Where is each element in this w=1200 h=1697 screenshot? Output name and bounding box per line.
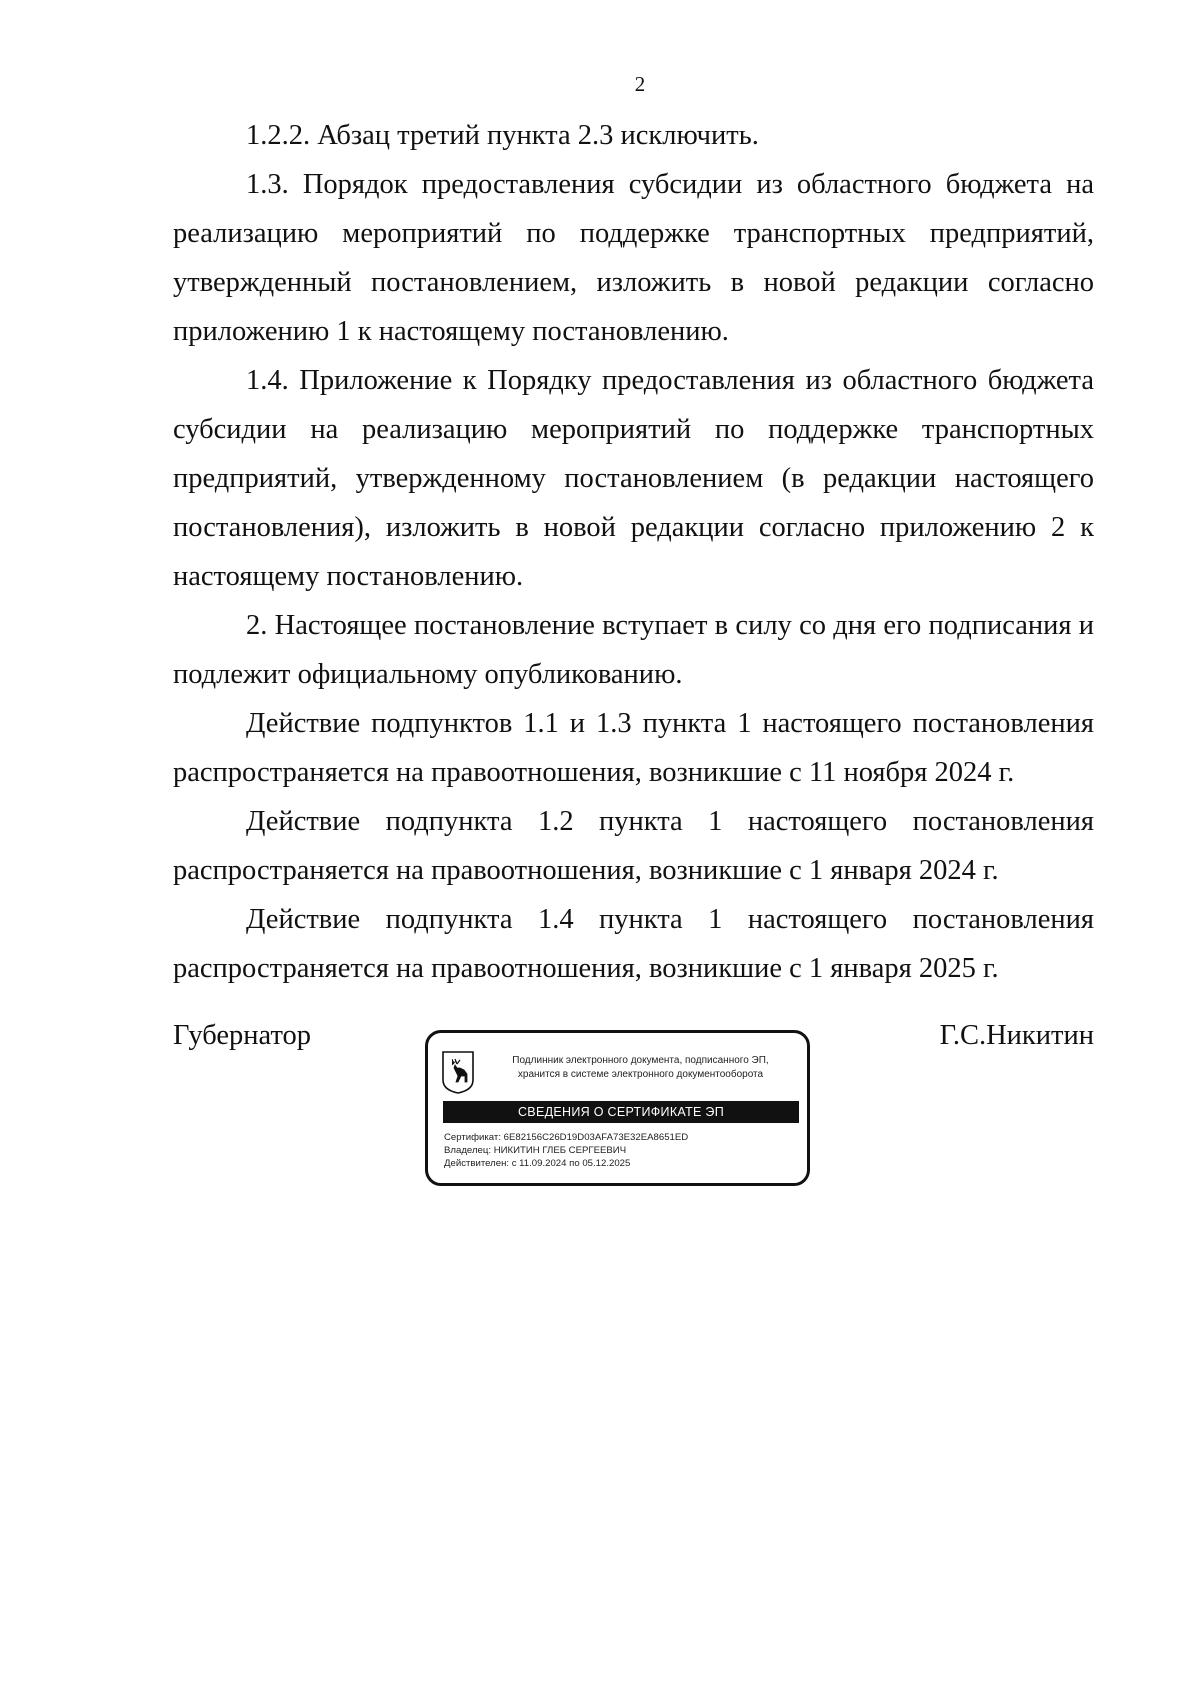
certificate-owner: Владелец: НИКИТИН ГЛЕБ СЕРГЕЕВИЧ — [444, 1145, 627, 1156]
certificate-serial: Сертификат: 6E82156C26D19D03AFA73E32EA8651ED — [444, 1132, 689, 1143]
deer-emblem-icon — [441, 1050, 475, 1094]
stamp-header-line: хранится в системе электронного документооборота — [517, 1069, 764, 1080]
signatory-position: Губернатор — [173, 1020, 312, 1051]
certificate-info-title: СВЕДЕНИЯ О СЕРТИФИКАТЕ ЭП — [443, 1101, 799, 1123]
stamp-header — [488, 1054, 793, 1082]
electronic-signature-stamp — [425, 1030, 810, 1186]
paragraph: 1.4. Приложение к Порядку предоставления из областного бюджета субсидии на реализацию мероприятий по поддержке транспортных предприятий, утвержденному постановлением (в редакции настоящего постановления), изложить в новой редакции согласно приложению 2 к настоящему постановлению. — [173, 365, 1094, 592]
paragraph: Действие подпункта 1.4 пункта 1 настоящего постановления распространяется на правоотношения, возникшие с 1 января 2025 г. — [173, 904, 1094, 984]
paragraph: Действие подпунктов 1.1 и 1.3 пункта 1 настоящего постановления распространяется на правоотношения, возникшие с 11 ноября 2024 г. — [173, 708, 1094, 788]
stamp-header-line: Подлинник электронного документа, подписанного ЭП, — [512, 1055, 769, 1066]
signatory-name: Г.С.Никитин — [939, 1020, 1094, 1051]
page-number: 2 — [634, 72, 646, 96]
certificate-details — [444, 1131, 688, 1170]
document-body — [173, 111, 1094, 993]
paragraph: 1.2.2. Абзац третий пункта 2.3 исключить. — [246, 120, 759, 151]
paragraph: Действие подпункта 1.2 пункта 1 настоящего постановления распространяется на правоотношения, возникшие с 1 января 2024 г. — [173, 806, 1094, 886]
certificate-validity: Действителен: с 11.09.2024 по 05.12.2025 — [444, 1158, 631, 1169]
paragraph: 1.3. Порядок предоставления субсидии из областного бюджета на реализацию мероприятий по поддержке транспортных предприятий, утвержденный постановлением, изложить в новой редакции согласно приложению 1 к настоящему постановлению. — [173, 169, 1094, 347]
paragraph: 2. Настоящее постановление вступает в силу со дня его подписания и подлежит официальному опубликованию. — [173, 610, 1094, 690]
